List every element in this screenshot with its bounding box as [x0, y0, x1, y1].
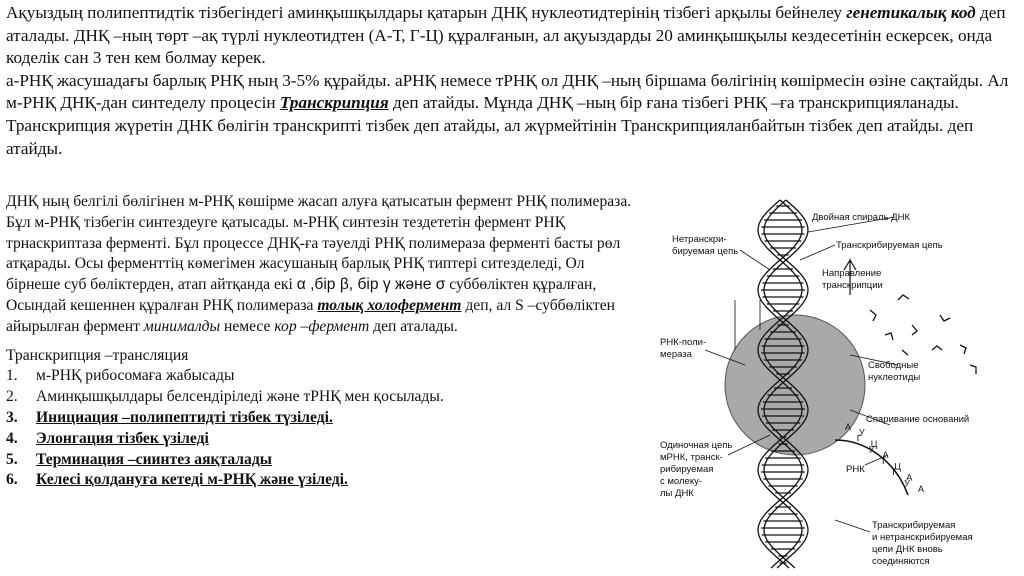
label-rejoin-4: соединяются: [872, 556, 930, 567]
list-item: 6. Келесі қолдануға кетеді м-РНҚ және үзіледі.: [6, 471, 348, 489]
label-single-1: Одиночная цепь: [660, 440, 733, 451]
nucleotide-letter: А: [845, 422, 852, 432]
transcription-diagram: [640, 190, 1020, 574]
rna-polymerase-shape: [725, 315, 865, 455]
list-item: 2. Аминқышқылдары белсендіріледі және тРНҚ мен қосылады.: [6, 388, 444, 406]
label-transcribed: Транскрибируемая цепь: [836, 240, 943, 251]
term-holoenzyme: толық холофермент: [317, 296, 462, 314]
nucleotide-letter: Г: [892, 467, 898, 478]
label-single-3: рибируемая: [660, 464, 714, 475]
label-rejoin-3: цепи ДНК вновь: [872, 544, 943, 555]
label-base-pairing: Спаривание оснований: [866, 414, 970, 425]
label-rna: РНК: [846, 464, 865, 475]
term-genetic-code: генетикалық код: [846, 3, 976, 22]
rna-nucleotides: [845, 422, 924, 494]
label-polymerase-1: РНК-поли-: [660, 337, 707, 348]
list-item: 1. м-РНҚ рибосомаға жабысады: [6, 367, 235, 385]
term-minimal: минималды: [143, 317, 221, 335]
polymerase-text-block: [6, 192, 634, 491]
greek-subunits: α ,бір β, бір γ және σ: [296, 276, 446, 294]
label-free-2: нуклеотиды: [868, 372, 921, 383]
nucleotide-letter: А: [882, 450, 889, 461]
intro-text-block: [6, 2, 1018, 160]
label-double-helix: Двойная спираль ДНК: [812, 212, 911, 223]
nucleotide-letter: А: [906, 472, 913, 483]
nucleotide-letter: Г: [856, 433, 862, 444]
steps-list: [6, 366, 634, 491]
nucleotide-letter: У: [868, 444, 875, 455]
label-free-1: Свободные: [868, 360, 919, 371]
label-direction-1: Направление: [822, 268, 882, 279]
label-polymerase-2: мераза: [660, 349, 692, 360]
label-nontranscribed-2: бируемая цепь: [672, 246, 739, 257]
label-nontranscribed-1: Нетранскри-: [672, 234, 727, 245]
nucleotide-letter: У: [858, 427, 865, 438]
paragraph-polymerase: ДНҚ ның белгілі бөлігінен м-РНҚ көшірме жасап алуға қатысатын фермент РНҚ полимераза. Бұл м-РНҚ тізбегін синтездеуге қатысады. м-РНҚ синтезін тездететін фермент РНҚ трнаскриптаза ферменті. Бұл процессе ДНҚ-ға тәуелді РНҚ полимераза ферменті басты рөл атқарады. Осы ферменттің көмегімен жасушаның барлық РНҚ типтері ситезделеді, Ол бірнеше суб бөліктерден, атап айтқанда екі α ,бір β, бір γ және σ суббөліктен құралған, Осындай кешеннен құралған РНҚ полимераза толық холофермент деп, ал S –суббөліктен айырылған фермент минималды немесе кор –фермент деп аталады.: [6, 193, 632, 335]
nucleotide-letter: Ц: [870, 438, 878, 449]
paragraph-genetic-code: Ақуыздың полипептидтік тізбегіндегі аминқышқылдары қатарын ДНҚ нуклеотидтерінің тізбегі арқылы бейнелеу генетикалық код деп аталады. ДНҚ –ның төрт –ақ түрлі нуклеотидтен (А-Т, Г-Ц) құралғанын, ал ақуыздарды 20 аминқышқылы кездесетінін ескерсек, онда коделік сан 3 тен кем болмау керек.: [6, 3, 1006, 68]
label-single-4: с молеку-: [660, 476, 702, 487]
list-item: 3. Инициация –полипептидті тізбек түзіледі.: [6, 408, 333, 426]
nucleotide-letter: Т: [880, 455, 886, 466]
label-rejoin-1: Транскрибируемая: [872, 520, 956, 531]
term-core-enzyme: кор –фермент: [274, 317, 370, 335]
nucleotide-letter: Ц: [894, 461, 902, 472]
transcription-diagram-svg: [640, 190, 1020, 574]
nucleotide-letter: У: [904, 478, 910, 489]
label-direction-2: транскрипции: [822, 280, 883, 291]
label-single-5: лы ДНК: [660, 488, 694, 499]
list-item: 4. Элонгация тізбек үзіледі: [6, 429, 209, 447]
list-item: 5. Терминация –сиинтез аяқталады: [6, 450, 272, 468]
term-transcription: Транскрипция: [279, 93, 389, 113]
label-single-2: мРНК, транск-: [660, 452, 723, 463]
list-title: Транскрипция –трансляция: [6, 346, 189, 364]
paragraph-transcription: а-РНҚ жасушадағы барлық РНҚ ның 3-5% құрайды. аРНҚ немесе тРНҚ ол ДНҚ –ның біршама бөлігінің көшірмесін өзіне сақтайды. Ал м-РНҚ ДНҚ-дан синтеделу процесін Транскрипция деп атайды. Мұнда ДНҚ –ның бір ғана тізбегі РНҚ –ға транскрипцияланады. Транскрипция жүретін ДНК бөлігін транскрипті тізбек деп атайды, ал жүрмейтінін Транскрипцияланбайтын тізбек деп атайды. деп атайды.: [6, 70, 1009, 158]
label-rejoin-2: и нетранскрибируемая: [872, 532, 973, 543]
nucleotide-letter: А: [918, 484, 925, 494]
